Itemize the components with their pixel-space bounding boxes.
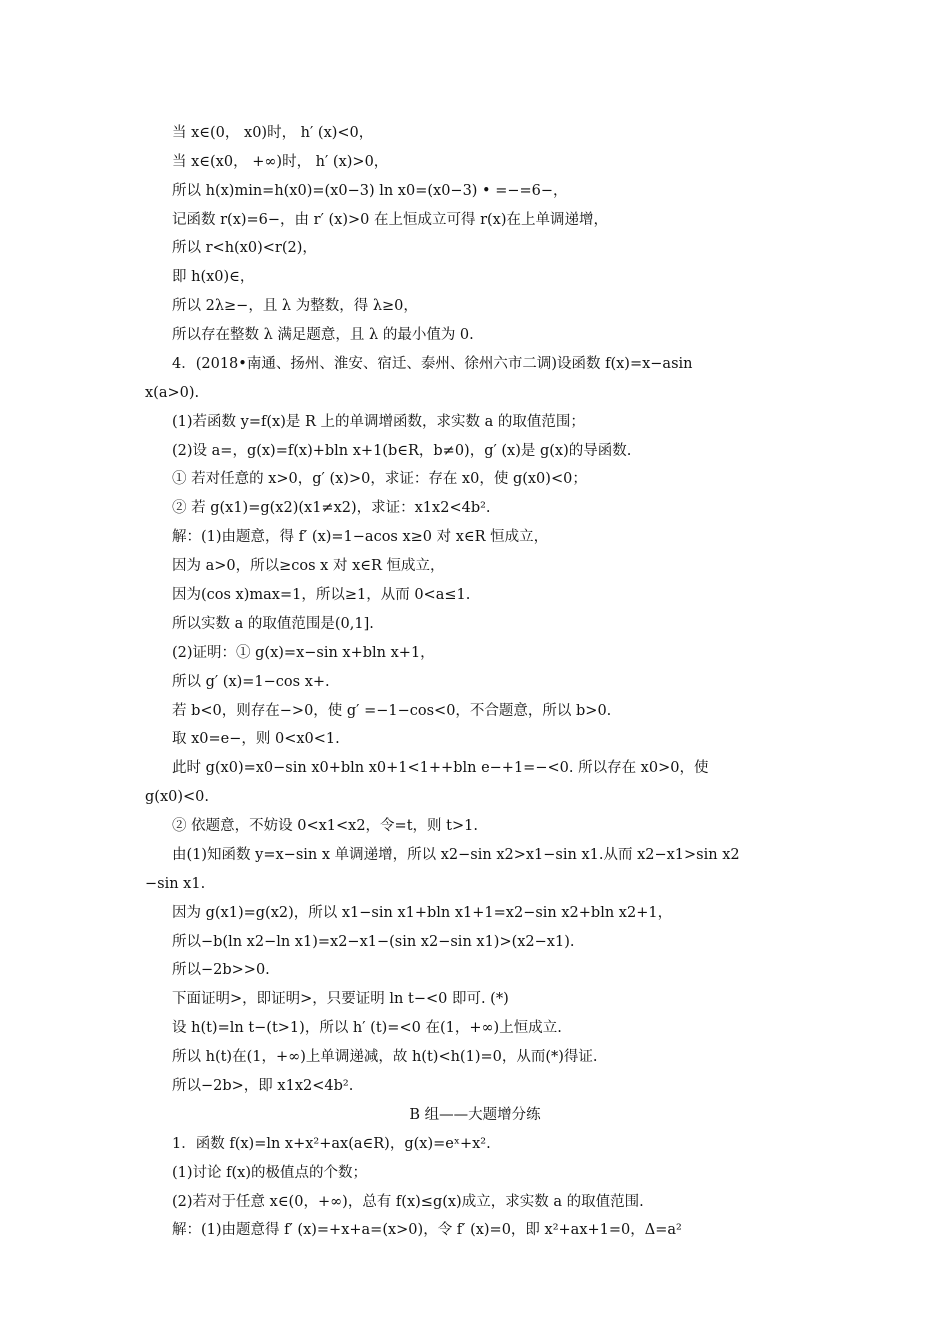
text-line: 所以 h(t)在(1，+∞)上单调递减，故 h(t)<h(1)=0，从而(*)得证. [172,1049,598,1065]
text-line: 由(1)知函数 y=x−sin x 单调递增，所以 x2−sin x2>x1−sin x1.从而 x2−x1>sin x2 [172,847,740,863]
text-line: ① 若对任意的 x>0，g′ (x)>0，求证：存在 x0，使 g(x0)<0； [172,471,587,487]
text-line: x(a>0). [145,385,200,401]
text-line: 当 x∈(0， x0)时， h′ (x)<0， [172,125,374,141]
text-line: 所以−2b>，即 x1x2<4b². [172,1078,354,1094]
text-line: 1．函数 f(x)=ln x+x²+ax(a∈R)，g(x)=eˣ+x². [172,1136,491,1152]
text-line: 所以 2λ≥−，且 λ 为整数，得 λ≥0， [172,298,418,314]
text-line: ② 依题意，不妨设 0<x1<x2，令=t，则 t>1. [172,818,478,834]
text-line: (2)设 a=，g(x)=f(x)+bln x+1(b∈R，b≠0)，g′ (x)是 g(x)的导函数. [172,443,632,459]
text-line: −sin x1. [145,876,206,892]
text-line: 所以存在整数 λ 满足题意，且 λ 的最小值为 0. [172,327,474,343]
text-line: (2)证明：① g(x)=x−sin x+bln x+1， [172,645,435,661]
text-line: 记函数 r(x)=6−，由 r′ (x)>0 在上恒成立可得 r(x)在上单调递增， [172,212,609,228]
text-line: 所以 g′ (x)=1−cos x+. [172,674,330,690]
text-line: 即 h(x0)∈， [172,269,255,285]
text-line: ② 若 g(x1)=g(x2)(x1≠x2)，求证：x1x2<4b². [172,500,491,516]
text-line: 所以−2b>>0. [172,962,270,978]
text-line: 下面证明>，即证明>，只要证明 ln t−<0 即可. (*) [172,991,509,1007]
text-line: 因为 a>0，所以≥cos x 对 x∈R 恒成立， [172,558,445,574]
text-line: 设 h(t)=ln t−(t>1)，所以 h′ (t)=<0 在(1，+∞)上恒成立. [172,1020,562,1036]
text-line: 取 x0=e−，则 0<x0<1. [172,731,340,747]
text-line: (1)若函数 y=f(x)是 R 上的单调增函数，求实数 a 的取值范围； [172,414,585,430]
text-line: 当 x∈(x0， +∞)时， h′ (x)>0， [172,154,389,170]
text-line: 解：(1)由题意得 f′ (x)=+x+a=(x>0)，令 f′ (x)=0，即 x²+ax+1=0，Δ=a² [172,1222,682,1238]
text-line: 解：(1)由题意，得 f′ (x)=1−acos x≥0 对 x∈R 恒成立， [172,529,549,545]
text-line: 所以−b(ln x2−ln x1)=x2−x1−(sin x2−sin x1)>(x2−x1). [172,934,575,950]
text-line: g(x0)<0. [145,789,209,805]
text-line: 此时 g(x0)=x0−sin x0+bln x0+1<1++bln e−+1=−<0. 所以存在 x0>0，使 [172,760,709,776]
text-line: 所以 h(x)min=h(x0)=(x0−3) ln x0=(x0−3) • =−=6−， [172,183,568,199]
text-line: 若 b<0，则存在−>0，使 g′ =−1−cos<0，不合题意，所以 b>0. [172,703,612,719]
text-line: 因为(cos x)max=1，所以≥1，从而 0<a≤1. [172,587,471,603]
text-line: 所以实数 a 的取值范围是(0,1]. [172,616,374,632]
text-line: 因为 g(x1)=g(x2)，所以 x1−sin x1+bln x1+1=x2−sin x2+bln x2+1， [172,905,673,921]
text-line: 4．(2018•南通、扬州、淮安、宿迁、泰州、徐州六市二调)设函数 f(x)=x−asin [172,356,693,372]
text-line: (1)讨论 f(x)的极值点的个数； [172,1165,368,1181]
text-line: 所以 r<h(x0)<r(2)， [172,240,317,256]
text-line: (2)若对于任意 x∈(0，+∞)，总有 f(x)≤g(x)成立，求实数 a 的取值范围. [172,1194,644,1210]
section-heading: B 组——大题增分练 [409,1107,541,1123]
